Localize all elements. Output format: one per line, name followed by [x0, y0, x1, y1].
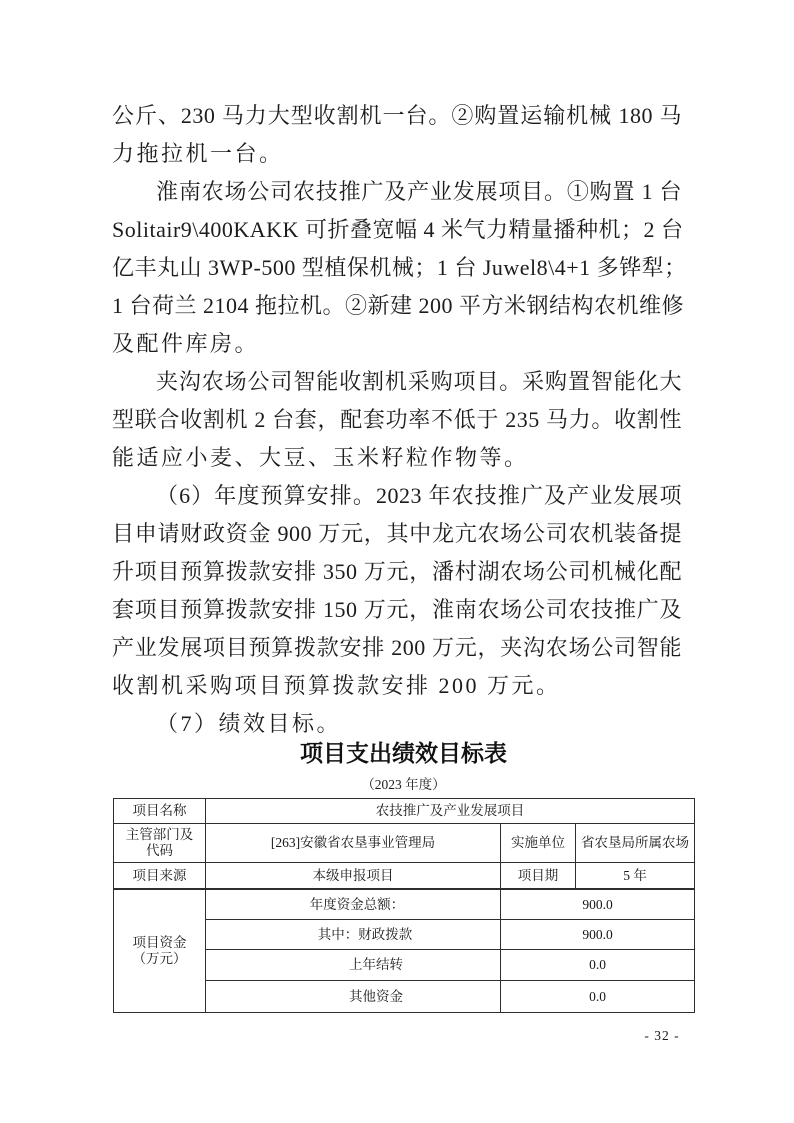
cell-project-name-value: 农技推广及产业发展项目: [206, 799, 695, 824]
body-line: （7）绩效目标。: [156, 711, 342, 736]
cell-fund-total-value: 900.0: [501, 889, 695, 920]
table-title: 项目支出绩效目标表: [300, 740, 507, 766]
body-line: 及配件库房。: [112, 331, 260, 356]
table-row: [114, 863, 695, 890]
cell-department-label: [114, 824, 206, 863]
cell-fund-other-value: 0.0: [501, 981, 695, 1013]
cell-project-source-label: 项目来源: [114, 863, 206, 890]
body-line: 目申请财政资金 900 万元，其中龙亢农场公司农机装备提: [112, 521, 682, 546]
table-subtitle: （2023 年度）: [361, 777, 446, 792]
cell-fund-fiscal-label: 其中：财政拨款: [206, 920, 501, 950]
cell-department-value: [263]安徽省农垦事业管理局: [206, 824, 501, 863]
cell-department-label-text: 主管部门及代码: [125, 827, 194, 858]
performance-target-table: [113, 798, 695, 1013]
body-line: 亿丰丸山 3WP-500 型植保机械；1 台 Juwel8\4+1 多铧犁；: [112, 255, 687, 280]
table-row: [114, 799, 695, 824]
cell-fund-carryover-value: 0.0: [501, 950, 695, 981]
cell-project-period-value: 5 年: [576, 863, 695, 890]
body-line: 型联合收割机 2 台套，配套功率不低于 235 马力。收割性: [112, 407, 682, 432]
cell-fund-section-label-text: 项目资金（万元）: [132, 935, 187, 966]
page-number: - 32 -: [644, 1028, 680, 1043]
body-text: [112, 97, 687, 743]
body-line: 公斤、230 马力大型收割机一台。②购置运输机械 180 马: [112, 103, 682, 128]
body-line: 1 台荷兰 2104 拖拉机。②新建 200 平方米钢结构农机维修: [112, 293, 685, 318]
cell-fund-fiscal-value: 900.0: [501, 920, 695, 950]
cell-project-period-label: 项目期: [501, 863, 576, 890]
body-line: 收割机采购项目预算拨款安排 200 万元。: [112, 673, 561, 698]
body-line: 力拖拉机一台。: [112, 141, 284, 166]
cell-fund-other-label: 其他资金: [206, 981, 501, 1013]
cell-fund-section-label: [114, 889, 206, 1013]
table-row: [114, 889, 695, 920]
body-line: 夹沟农场公司智能收割机采购项目。采购置智能化大: [156, 369, 682, 394]
table-row: [114, 824, 695, 863]
body-line: Solitair9\400KAKK 可折叠宽幅 4 米气力精量播种机；2 台: [112, 217, 684, 242]
cell-implement-unit-label: 实施单位: [501, 824, 576, 863]
body-line: （6）年度预算安排。2023 年农技推广及产业发展项: [156, 483, 682, 508]
body-line: 升项目预算拨款安排 350 万元，潘村湖农场公司机械化配: [112, 559, 682, 584]
body-line: 淮南农场公司农技推广及产业发展项目。①购置 1 台: [156, 179, 682, 204]
body-line: 能适应小麦、大豆、玉米籽粒作物等。: [112, 445, 529, 470]
body-line: 产业发展项目预算拨款安排 200 万元，夹沟农场公司智能: [112, 635, 682, 660]
cell-project-source-value: 本级申报项目: [206, 863, 501, 890]
body-line: 套项目预算拨款安排 150 万元，淮南农场公司农技推广及: [112, 597, 682, 622]
cell-fund-carryover-label: 上年结转: [206, 950, 501, 981]
cell-implement-unit-value: 省农垦局所属农场: [576, 824, 695, 863]
cell-fund-total-label: 年度资金总额：: [206, 889, 501, 920]
cell-project-name-label: 项目名称: [114, 799, 206, 824]
